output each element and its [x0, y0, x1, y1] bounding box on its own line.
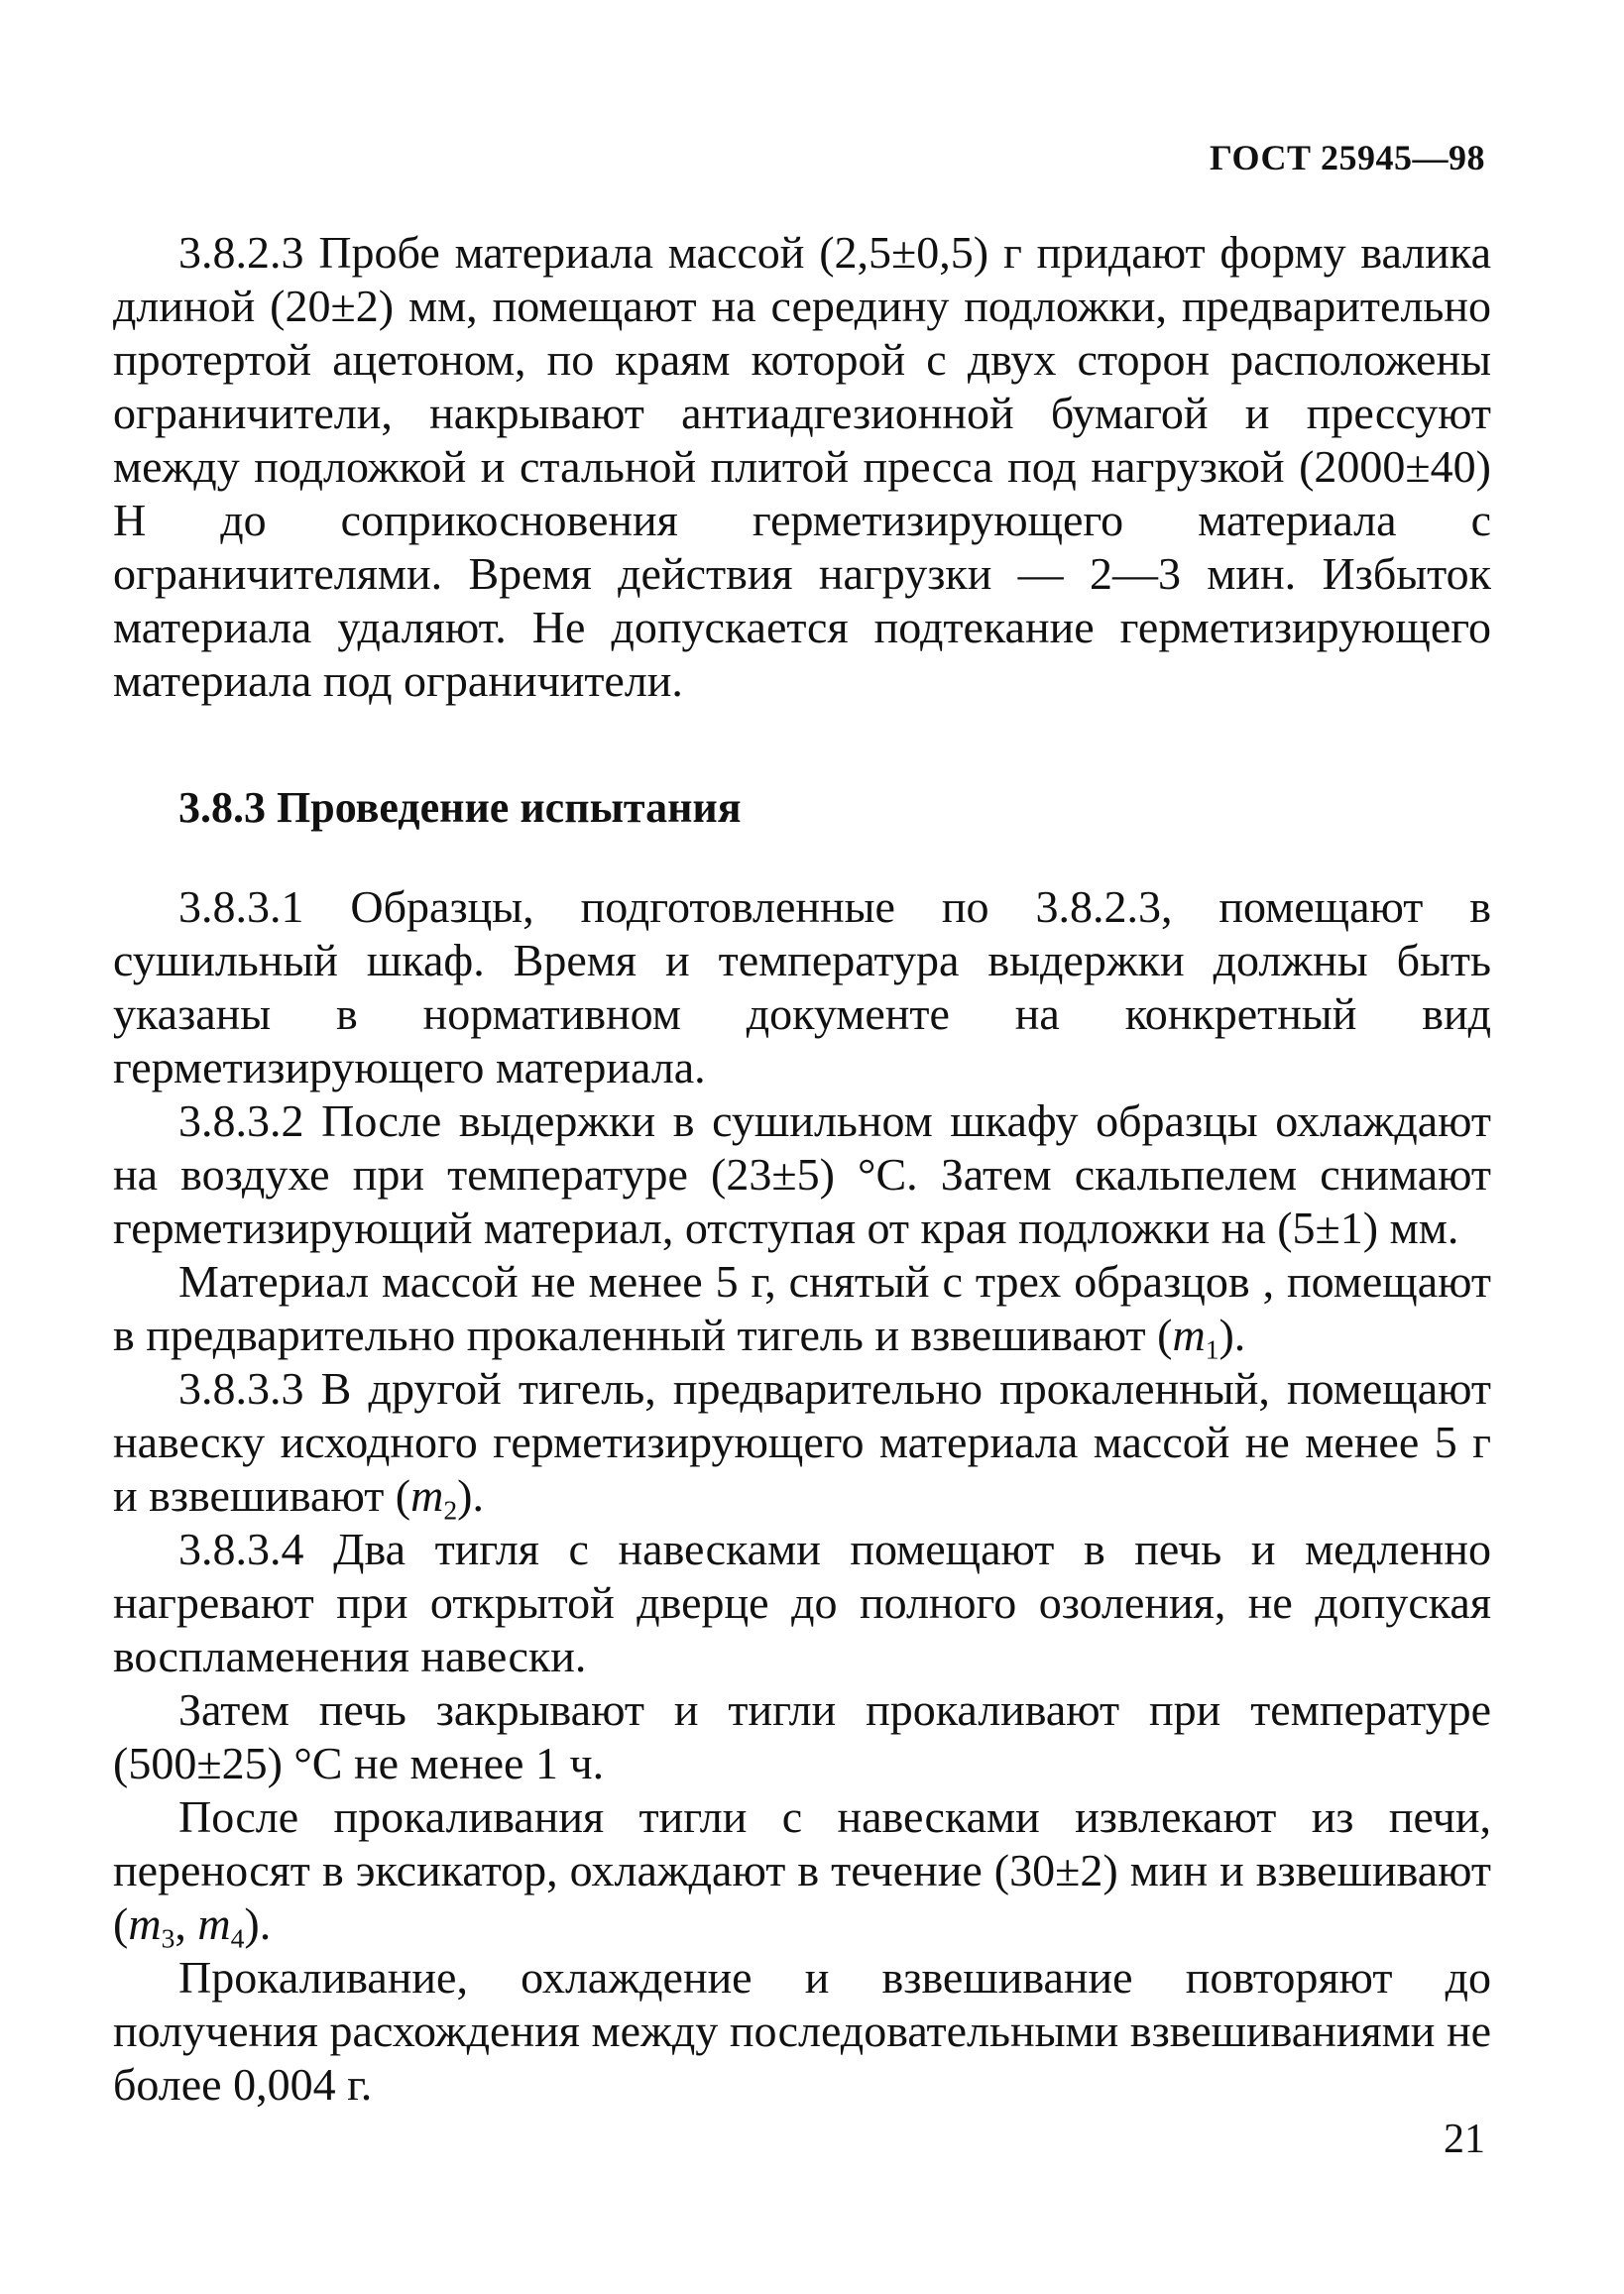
subscript: 1 — [1205, 1333, 1219, 1365]
paragraph-furnace: Затем печь закрывают и тигли прокаливают при температуре (500±25) °С не менее 1 ч. — [113, 1684, 1491, 1788]
paragraph-repeat: Прокаливание, охлаждение и взвешивание повторяют до получения расхождения между последовательными взвешиваниями не более 0,004 г. — [113, 1952, 1491, 2110]
subscript: 3 — [161, 1922, 175, 1954]
paragraph-after-calcination — [113, 1790, 1491, 1954]
paragraph-close: ). — [244, 1898, 272, 1949]
paragraph-3-8-3-1: 3.8.3.1 Образцы, подготовленные по 3.8.2.3, помещают в сушильный шкаф. Время и температура выдержки должны быть указаны в нормативном документе на конкретный вид герметизирующего материала. — [113, 881, 1491, 1092]
paragraph-close: ). — [457, 1470, 484, 1521]
variable-m: m — [410, 1470, 444, 1521]
document-body — [113, 226, 1491, 2112]
variable-m: m — [1172, 1310, 1206, 1360]
paragraph-text: 3.8.3.3 В другой тигель, предварительно прокаленный, помещают навеску исходного герметизирующего материала массой не менее 5 г и взвешивают ( — [113, 1363, 1491, 1521]
document-code: ГОСТ 25945—98 — [1210, 138, 1485, 177]
paragraph-3-8-3-4: 3.8.3.4 Два тигля с навесками помещают в печь и медленно нагревают при открытой дверце до полного озоления, не допуская воспламенения навески. — [113, 1524, 1491, 1681]
subscript: 2 — [443, 1494, 458, 1526]
paragraph-text: После прокаливания тигли с навесками извлекают из печи, переносят в эксикатор, охлаждают в течение (30±2) мин и взвешивают ( — [113, 1791, 1491, 1949]
page-number: 21 — [1444, 2117, 1485, 2162]
subscript: 4 — [230, 1922, 245, 1954]
variable-m: m — [197, 1898, 231, 1949]
paragraph-material-weighing — [113, 1255, 1491, 1365]
paragraph-3-8-3-2: 3.8.3.2 После выдержки в сушильном шкафу образцы охлаждают на воздухе при температуре (23±5) °С. Затем скальпелем снимают герметизирующий материал, отступая от края подложки на (5±1) мм. — [113, 1095, 1491, 1253]
paragraph-3-8-3-3 — [113, 1362, 1491, 1526]
paragraph-close: ). — [1218, 1310, 1246, 1360]
variable-m: m — [128, 1898, 162, 1949]
section-heading: 3.8.3 Проведение испытания — [178, 783, 742, 832]
paragraph-3-8-2-3: 3.8.2.3 Пробе материала массой (2,5±0,5) г придают форму валика длиной (20±2) мм, помещают на середину подложки, предварительно протертой ацетоном, по краям которой с двух сторон расположены ограничители, накрывают антиадгезионной бумагой и прессуют между подложкой и стальной плитой пресса под нагрузкой (2000±40) Н до соприкосновения герметизирующего материала с ограничителями. Время действия нагрузки — 2—3 мин. Избыток материала удаляют. Не допускается подтекание герметизирующего материала под ограничители. — [113, 227, 1491, 706]
paragraph-text: Материал массой не менее 5 г, снятый с трех образцов , помещают в предварительно прокаленный тигель и взвешивают ( — [113, 1256, 1491, 1360]
separator: , — [174, 1898, 198, 1949]
